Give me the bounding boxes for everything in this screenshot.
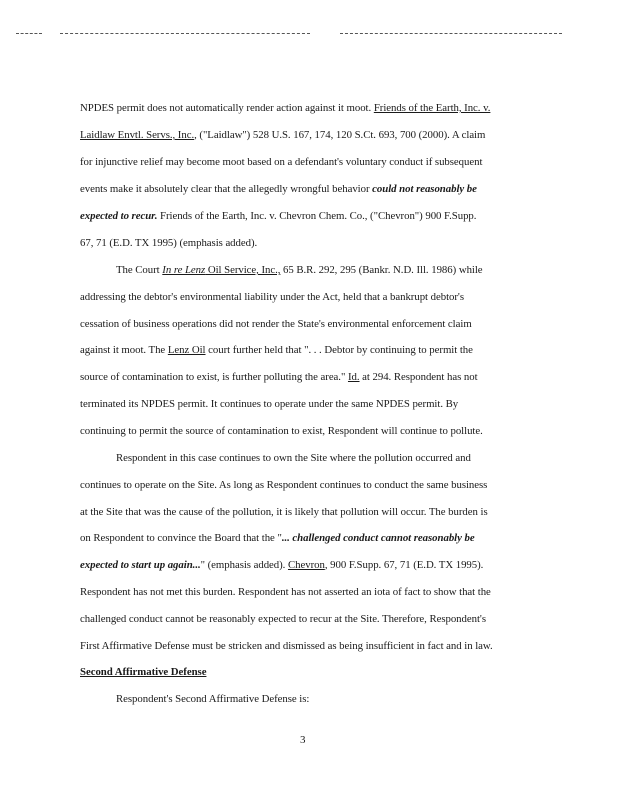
text-line: Respondent's Second Affirmative Defense is: [116,693,310,705]
page-number: 3 [300,734,306,746]
page-top-edge-right [340,33,562,34]
text-line: for injunctive relief may become moot based on a defendant's voluntary conduct if subsequent [80,156,483,168]
text-line: continuing to permit the source of contamination to exist, Respondent will continue to pollute. [80,425,483,437]
text-line: at the Site that was the cause of the pollution, it is likely that pollution will occur. The burden is [80,506,488,518]
text-line: Respondent has not met this burden. Respondent has not asserted an iota of fact to show that the [80,586,491,598]
text-line: First Affirmative Defense must be stricken and dismissed as being insufficient in fact and in law. [80,640,493,652]
text-line: Respondent in this case continues to own the Site where the pollution occurred and [116,452,471,464]
text-line: on Respondent to convince the Board that the "... challenged conduct cannot reasonably be [80,532,475,544]
text-line: Laidlaw Envtl. Servs., Inc., ("Laidlaw") 528 U.S. 167, 174, 120 S.Ct. 693, 700 (2000). A claim [80,129,486,141]
text-line: terminated its NPDES permit. It continues to operate under the same NPDES permit. By [80,398,459,410]
text-line: The Court In re Lenz Oil Service, Inc., 65 B.R. 292, 295 (Bankr. N.D. Ill. 1986) while [116,264,483,276]
text-line: source of contamination to exist, is further polluting the area." Id. at 294. Respondent has not [80,371,478,383]
text-line: expected to recur. Friends of the Earth, Inc. v. Chevron Chem. Co., ("Chevron") 900 F.Supp. [80,210,477,222]
text-line: against it moot. The Lenz Oil court further held that ". . . Debtor by continuing to permit the [80,344,473,356]
text-line: events make it absolutely clear that the allegedly wrongful behavior could not reasonably be [80,183,477,195]
text-line: addressing the debtor's environmental liability under the Act, held that a bankrupt debtor's [80,291,464,303]
text-line: NPDES permit does not automatically render action against it moot. Friends of the Earth, Inc. v. [80,102,491,114]
text-line: continues to operate on the Site. As long as Respondent continues to conduct the same business [80,479,488,491]
page-top-edge-left [16,33,42,34]
section-heading: Second Affirmative Defense [80,666,207,678]
text-line: challenged conduct cannot be reasonably expected to recur at the Site. Therefore, Respondent's [80,613,486,625]
text-line: expected to start up again..." (emphasis added). Chevron, 900 F.Supp. 67, 71 (E.D. TX 1995). [80,559,484,571]
text-line: cessation of business operations did not render the State's environmental enforcement claim [80,318,472,330]
text-line: 67, 71 (E.D. TX 1995) (emphasis added). [80,237,258,249]
page-top-edge-mid [60,33,310,34]
